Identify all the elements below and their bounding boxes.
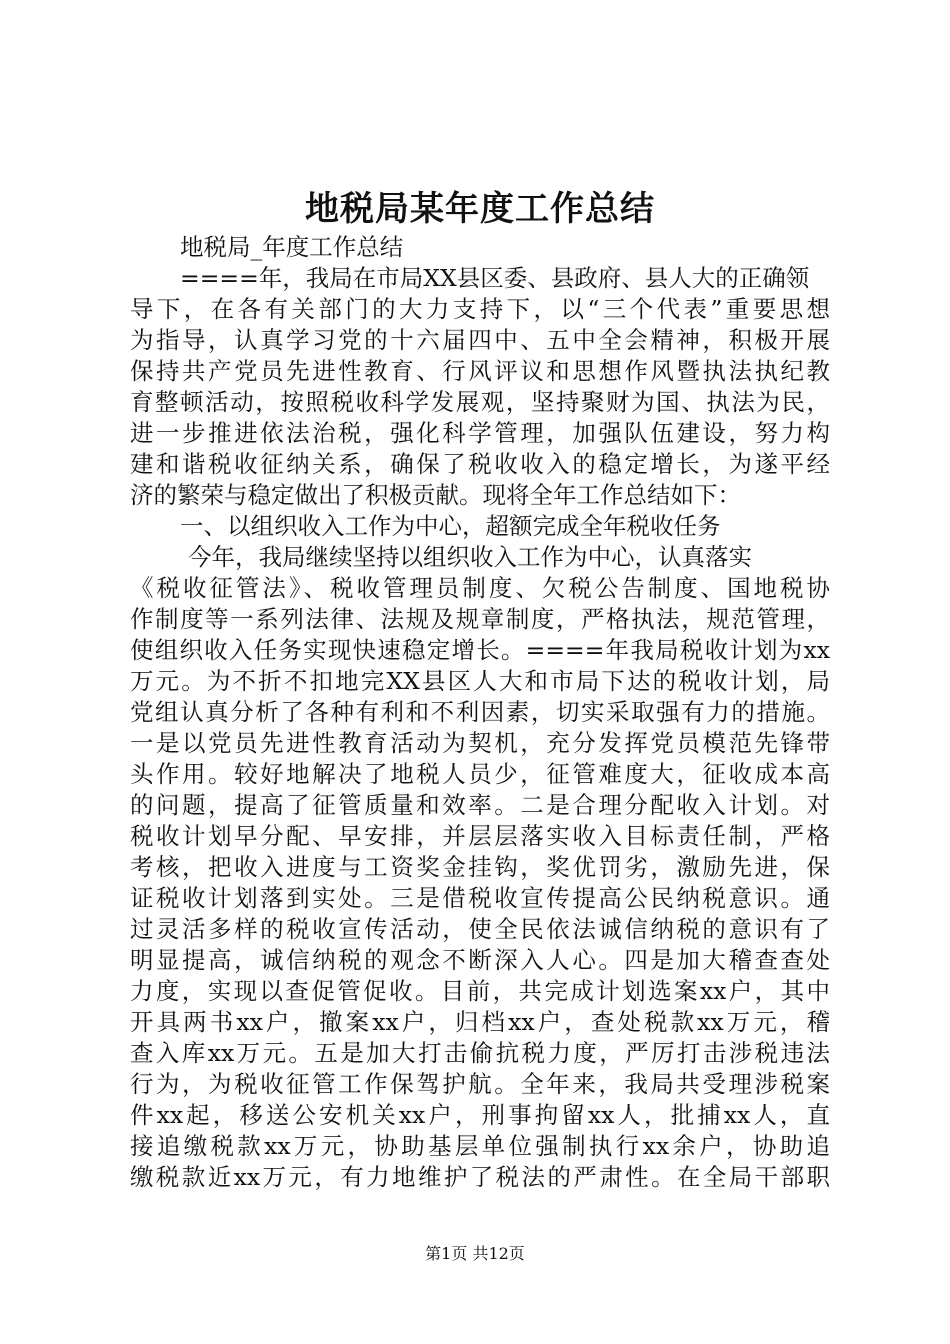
text-line: 使组织收入任务实现快速稳定增长。====年我局税收计划为xx xyxy=(130,636,830,664)
text-line: 开具两书xx户，撤案xx户，归档xx户，查处税款xx万元，稽 xyxy=(130,1008,830,1036)
text-line: 缴税款近xx万元，有力地维护了税法的严肃性。在全局干部职 xyxy=(130,1163,830,1191)
text-line: 税收计划早分配、早安排，并层层落实收入目标责任制，严格 xyxy=(130,822,830,850)
text-line: 证税收计划落到实处。三是借税收宣传提高公民纳税意识。通 xyxy=(130,884,830,912)
text-line: 导下，在各有关部门的大力支持下，以“三个代表”重要思想 xyxy=(130,295,830,323)
text-line: 党组认真分析了各种有利和不利因素，切实采取强有力的措施。 xyxy=(130,698,830,726)
text-line: 建和谐税收征纳关系，确保了税收收入的稳定增长，为遂平经 xyxy=(130,450,830,478)
text-line: 地税局_年度工作总结 xyxy=(180,233,404,261)
text-line: 保持共产党员先进性教育、行风评议和思想作风暨执法执纪教 xyxy=(130,357,830,385)
text-line: 今年，我局继续坚持以组织收入工作为中心，认真落实 xyxy=(188,543,752,571)
text-line: 育整顿活动，按照税收科学发展观，坚持聚财为国、执法为民， xyxy=(130,388,830,416)
text-line: 接追缴税款xx万元，协助基层单位强制执行xx余户，协助追 xyxy=(130,1132,830,1160)
page-number-footer: 第1页 共12页 xyxy=(425,1244,525,1263)
document-title: 地税局某年度工作总结 xyxy=(305,189,655,229)
text-line: 济的繁荣与稳定做出了积极贡献。现将全年工作总结如下： xyxy=(130,481,741,509)
text-line: ====年，我局在市局XX县区委、县政府、县人大的正确领 xyxy=(180,264,810,292)
text-line: 的问题，提高了征管质量和效率。二是合理分配收入计划。对 xyxy=(130,791,830,819)
text-line: 一是以党员先进性教育活动为契机，充分发挥党员模范先锋带 xyxy=(130,729,830,757)
text-line: 过灵活多样的税收宣传活动，使全民依法诚信纳税的意识有了 xyxy=(130,915,830,943)
text-line: 万元。为不折不扣地完XX县区人大和市局下达的税收计划，局 xyxy=(130,667,830,695)
text-line: 考核，把收入进度与工资奖金挂钩，奖优罚劣，激励先进，保 xyxy=(130,853,830,881)
text-line: 明显提高，诚信纳税的观念不断深入人心。四是加大稽查查处 xyxy=(130,946,830,974)
text-line: 进一步推进依法治税，强化科学管理，加强队伍建设，努力构 xyxy=(130,419,830,447)
text-line: 作制度等一系列法律、法规及规章制度，严格执法，规范管理， xyxy=(130,605,830,633)
text-line: 一、以组织收入工作为中心，超额完成全年税收任务 xyxy=(180,512,721,540)
text-line: 头作用。较好地解决了地税人员少，征管难度大，征收成本高 xyxy=(130,760,830,788)
text-line: 件xx起，移送公安机关xx户，刑事拘留xx人，批捕xx人，直 xyxy=(130,1101,830,1129)
text-line: 力度，实现以查促管促收。目前，共完成计划选案xx户，其中 xyxy=(130,977,830,1005)
text-line: 《税收征管法》、税收管理员制度、欠税公告制度、国地税协 xyxy=(130,574,830,602)
text-line: 为指导，认真学习党的十六届四中、五中全会精神，积极开展 xyxy=(130,326,830,354)
text-line: 查入库xx万元。五是加大打击偷抗税力度，严厉打击涉税违法 xyxy=(130,1039,830,1067)
document-body xyxy=(130,232,830,1193)
text-line: 行为，为税收征管工作保驾护航。全年来，我局共受理涉税案 xyxy=(130,1070,830,1098)
